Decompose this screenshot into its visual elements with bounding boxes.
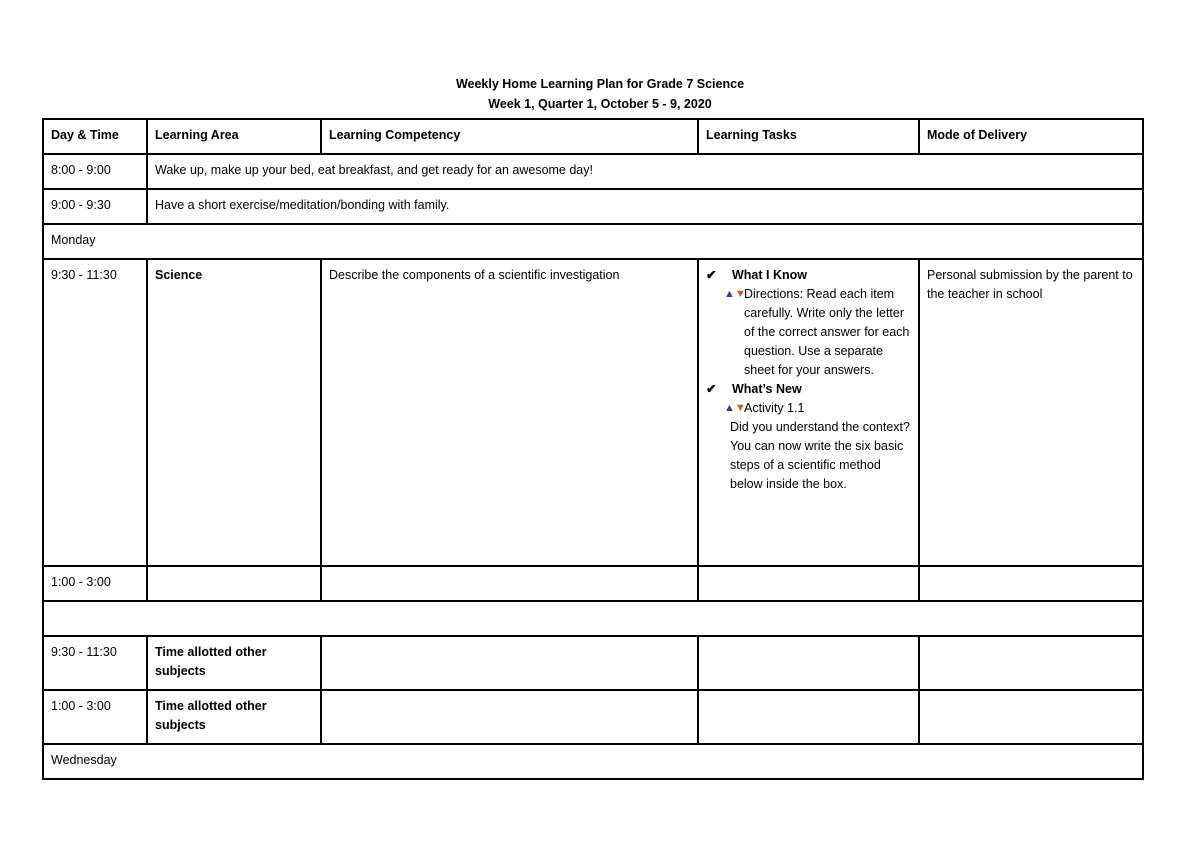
mode-of-delivery-cell: Personal submission by the parent to the teacher in school	[919, 259, 1143, 566]
arrow-bullet-icon: ▲▼	[724, 402, 746, 414]
time-cell: 1:00 - 3:00	[43, 690, 147, 744]
day-row	[43, 224, 1143, 259]
check-icon: ✔	[706, 382, 717, 396]
table-row	[43, 189, 1143, 224]
table-row	[43, 636, 1143, 690]
task-subitem	[706, 399, 911, 418]
table-row	[43, 154, 1143, 189]
empty-cell	[147, 566, 321, 601]
task-body: Directions: Read each item carefully. Write only the letter of the correct answer for each question. Use a separate sheet for your answers.	[744, 287, 910, 377]
day-row	[43, 601, 1143, 636]
task-title: What I Know	[732, 268, 807, 282]
table-row	[43, 259, 1143, 566]
table-row	[43, 566, 1143, 601]
header-learning-area: Learning Area	[147, 119, 321, 154]
time-cell: 9:30 - 11:30	[43, 259, 147, 566]
time-cell: 9:00 - 9:30	[43, 189, 147, 224]
table-row	[43, 690, 1143, 744]
header-mode-of-delivery: Mode of Delivery	[919, 119, 1143, 154]
day-label-empty	[43, 601, 1143, 636]
arrow-bullet-icon: ▲▼	[724, 288, 746, 300]
header-learning-competency: Learning Competency	[321, 119, 698, 154]
empty-cell	[321, 636, 698, 690]
learning-tasks-cell	[698, 259, 919, 566]
empty-cell	[321, 566, 698, 601]
task-heading	[706, 266, 911, 285]
day-label-wednesday: Wednesday	[43, 744, 1143, 779]
learning-plan-table	[42, 118, 1144, 780]
empty-cell	[919, 690, 1143, 744]
empty-cell	[321, 690, 698, 744]
empty-cell	[698, 566, 919, 601]
check-icon: ✔	[706, 268, 717, 282]
task-item: Activity 1.1	[744, 401, 805, 415]
empty-cell	[919, 636, 1143, 690]
empty-cell	[698, 636, 919, 690]
header-row	[43, 119, 1143, 154]
task-heading	[706, 380, 911, 399]
time-cell: 8:00 - 9:00	[43, 154, 147, 189]
empty-cell	[919, 566, 1143, 601]
learning-competency-cell: Describe the components of a scientific investigation	[321, 259, 698, 566]
day-label-monday: Monday	[43, 224, 1143, 259]
learning-area-cell: Time allotted other subjects	[147, 690, 321, 744]
task-body: Did you understand the context? You can now write the six basic steps of a scientific method below inside the box.	[730, 420, 910, 491]
learning-area-cell: Time allotted other subjects	[147, 636, 321, 690]
learning-area-cell: Science	[147, 259, 321, 566]
title-line-2: Week 1, Quarter 1, October 5 - 9, 2020	[488, 97, 712, 111]
task-title: What’s New	[732, 382, 802, 396]
activity-cell: Wake up, make up your bed, eat breakfast, and get ready for an awesome day!	[147, 154, 1143, 189]
title-line-1: Weekly Home Learning Plan for Grade 7 Science	[455, 77, 745, 91]
header-learning-tasks: Learning Tasks	[698, 119, 919, 154]
task-subitem	[706, 285, 911, 380]
time-cell: 9:30 - 11:30	[43, 636, 147, 690]
activity-cell: Have a short exercise/meditation/bonding with family.	[147, 189, 1143, 224]
time-cell: 1:00 - 3:00	[43, 566, 147, 601]
header-day-time: Day & Time	[43, 119, 147, 154]
day-row	[43, 744, 1143, 779]
empty-cell	[698, 690, 919, 744]
